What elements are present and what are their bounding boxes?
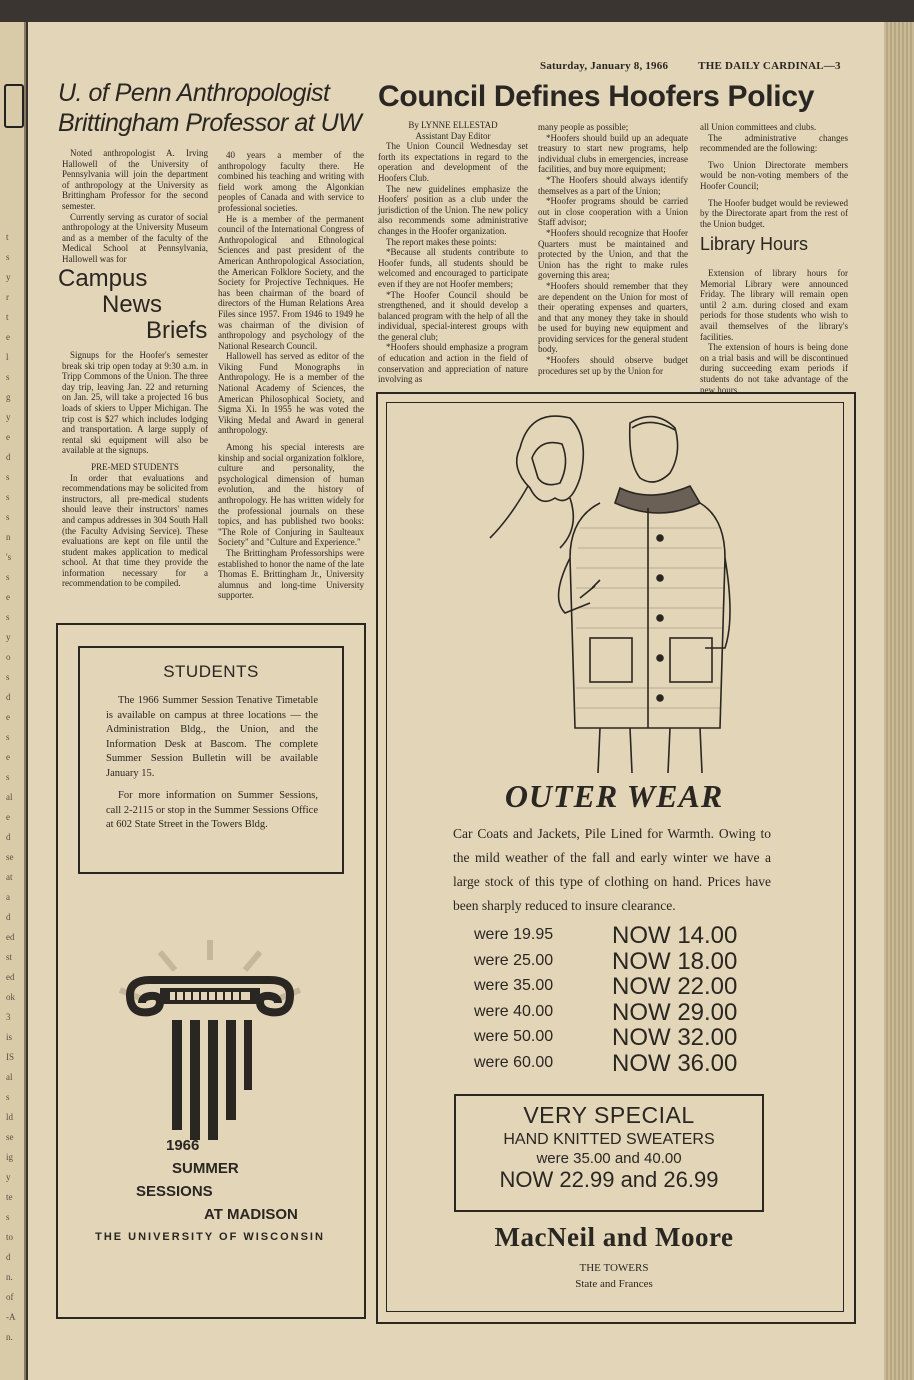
margin-fragment: s (6, 512, 10, 522)
special-item: HAND KNITTED SWEATERS (503, 1131, 715, 1148)
students-para: For more information on Summer Sessions, call 2-2115 or stop in the Summer Sessions Office at 602 State Street in the Towers Bldg. (106, 790, 318, 830)
anthro-para: The Brittingham Professorships were established to honor the name of the late Thomas E. Brittingham Jr., University alumnus and long-time University supporter. (218, 547, 364, 601)
campus-headline-word: News (102, 291, 163, 318)
summer-line: SESSIONS (136, 1183, 213, 1200)
price-now: NOW 22.00 (612, 973, 738, 1000)
outerwear-title: OUTER WEAR (504, 778, 724, 814)
margin-fragment: e (6, 432, 10, 442)
campus-para: In order that evaluations and recommendations may be solicited from instructors, all pre-medical students should leave their instructors' names and campus addresses in 304 South Hall (the Faculty Advising Service). These evaluations are kept on file until the student makes application to medical school. At that time they provide the information necessary for a recommendation to be compiled. (62, 472, 208, 589)
margin-fragment: al (6, 1072, 13, 1082)
council-para: *The Hoofers should always identify themselves as a part of the Union; (538, 174, 688, 196)
margin-fragment: o (6, 652, 11, 662)
campus-headline-word: Campus (58, 265, 148, 292)
store-name: MacNeil and Moore (494, 1222, 734, 1252)
margin-fragment: n. (6, 1332, 13, 1342)
margin-fragment: t (6, 232, 9, 242)
anthro-para: 40 years a member of the anthropology faculty there. He combined his teaching and writing with field work among the Algonkian peoples of Canada and with service to professional societies. (218, 150, 364, 213)
council-para: *Hoofers should build up an adequate treasury to start new programs, help individual clubs in emergencies, increase facilities, and buy more equipment; (538, 132, 688, 175)
anthro-headline: U. of Penn Anthropologist Brittingham Professor at UW (58, 79, 362, 137)
special-was: were 35.00 and 40.00 (536, 1150, 682, 1167)
campus-subhead: PRE-MED STUDENTS (91, 461, 179, 472)
council-para: The Union Council Wednesday set forth its expectations in regard to the operation and development of the Hoofers Club. (378, 141, 528, 183)
margin-fragment: e (6, 752, 10, 762)
margin-fragment: 's (6, 552, 12, 562)
anthro-col1 (62, 148, 208, 265)
page-header (540, 60, 852, 72)
margin-fragment: d (6, 1252, 11, 1262)
price-was: were 35.00 (474, 977, 554, 994)
council-para: *Hoofer programs should be carried out in close cooperation with a Union Staff advisor; (538, 196, 688, 228)
margin-fragment: d (6, 692, 11, 702)
header-paper: THE DAILY CARDINAL—3 (698, 60, 841, 72)
university-name: THE UNIVERSITY OF WISCONSIN (95, 1231, 325, 1243)
margin-fragment: n. (6, 1272, 13, 1282)
summer-sessions-logo-text (60, 1134, 360, 1249)
price-row (474, 973, 774, 999)
store-address: State and Frances (575, 1278, 653, 1290)
margin-fragment: se (6, 852, 14, 862)
man-in-coat-illustration (470, 408, 750, 778)
margin-fragment: d (6, 832, 11, 842)
council-byline: By LYNNE ELLESTAD (408, 120, 498, 130)
campus-news-headline (58, 266, 208, 344)
special-now: NOW 22.99 and 26.99 (499, 1167, 719, 1192)
store-location (376, 1260, 852, 1292)
margin-fragment: y (6, 1172, 11, 1182)
margin-fragment: ig (6, 1152, 14, 1162)
council-col3 (700, 122, 848, 229)
margin-fragment: n (6, 532, 11, 542)
anthro-para: Currently serving as curator of social anthropology at the University Museum and as a member of the faculty of the Medical School at Pennsylvania, Hallowell was for (62, 211, 208, 264)
margin-fragment: 3 (6, 1012, 11, 1022)
anthro-para: Hallowell has served as editor of the Viking Fund Monographs in Anthropology. He is a member of the National Academy of Sciences, the American Philosophical Society, and Sigma Xi. In 1955 he was voted the Viking Medal and Award in general anthropology. (218, 351, 364, 436)
price-row (474, 1024, 774, 1050)
council-para: Two Union Directorate members would be non-voting members of the Hoofer Council; (700, 159, 848, 191)
price-now: NOW 32.00 (612, 1024, 738, 1051)
margin-fragment: to (6, 1232, 14, 1242)
council-para: *Because all students contribute to Hoofer funds, all students should be welcomed and encouraged to participate even if they are not Hoofer members; (378, 247, 528, 289)
margin-fragment: e (6, 592, 10, 602)
margin-fragment: st (6, 952, 13, 962)
margin-fragment: al (6, 792, 13, 802)
margin-fragment: s (6, 772, 10, 782)
price-row (474, 922, 774, 948)
council-para: The administrative changes recommended are the following: (700, 132, 848, 154)
price-now: NOW 29.00 (612, 998, 738, 1026)
margin-fragment: te (6, 1192, 13, 1202)
price-now: NOW 36.00 (612, 1049, 738, 1077)
margin-fragment: t (6, 312, 9, 322)
margin-fragment: IS (6, 1052, 15, 1062)
outerwear-description: Car Coats and Jackets, Pile Lined for Warmth. Owing to the mild weather of the fall and early winter we have a large stock of this type of clothing on hand. Prices have been sharply reduced to insure clearance. (453, 826, 771, 913)
adjacent-page-strip (0, 22, 26, 1380)
council-para: The new guidelines emphasize the Hoofers' position as a club under the jurisdiction of the Union. The new policy also recommends some administrative changes in the Hoofer organization. (378, 183, 528, 236)
margin-fragment: l (6, 352, 9, 362)
campus-headline-word: Briefs (146, 317, 208, 344)
council-para: many people as possible; (538, 122, 629, 132)
council-para: *The Hoofer Council should be strengthened, and it should develop a balanced program with the help of all the individual, special-interest groups with the general club; (378, 289, 528, 342)
council-para: *Hoofers should recognize that Hoofer Quarters must be maintained and protected by the Union, and that the Union has the right to make rules governing this area; (538, 227, 688, 281)
margin-fragment: e (6, 812, 10, 822)
margin-fragment: s (6, 472, 10, 482)
margin-fragment: a (6, 892, 10, 902)
binding-clip (4, 84, 24, 128)
price-was: were 40.00 (474, 1002, 554, 1020)
campus-news-body (62, 350, 208, 589)
price-was: were 25.00 (474, 951, 554, 969)
council-para: *Hoofers should observe budget procedures set up by the Union for (538, 355, 688, 376)
margin-fragment: ed (6, 972, 15, 982)
council-col1 (378, 120, 528, 385)
margin-fragment: s (6, 732, 10, 742)
margin-fragment: e (6, 712, 10, 722)
ionic-column-icon (100, 940, 320, 1140)
council-para: *Hoofers should emphasize a program of education and action in the field of conservation and appreciation of nature involving as (378, 342, 528, 385)
margin-fragment: se (6, 1132, 14, 1142)
margin-fragment: s (6, 672, 10, 682)
special-title: VERY SPECIAL (523, 1102, 695, 1128)
margin-fragment: s (6, 1212, 10, 1222)
library-para: Extension of library hours for Memorial Library were announced Friday. The library will remain open until 2 a.m. during closed and exam periods for those students who wish to avail themselves of the library's facilities. (700, 268, 848, 342)
margin-fragment: ok (6, 992, 15, 1002)
margin-fragment: at (6, 872, 13, 882)
council-para: The Hoofer budget would be reviewed by the Directorate apart from the rest of the Union budget. (700, 197, 848, 229)
margin-fragment: e (6, 332, 10, 342)
council-para: The report makes these points: (386, 236, 497, 247)
anthro-col2 (218, 150, 364, 601)
margin-fragment: g (6, 392, 11, 402)
header-date: Saturday, January 8, 1966 (540, 60, 669, 72)
margin-fragment: of (6, 1292, 14, 1302)
council-col2 (538, 122, 688, 376)
campus-para: Signups for the Hoofer's semester break ski trip open today at 9:30 a.m. in Tripp Commons of the Union. The three day trip, leaving Jan. 22 and returning on Jan. 25, will take a projected 16 bus loads of skiers to Upper Michigan. The trip cost is $27 which includes lodging and transportation. A large supply of rental ski equipment will also be available at the signups. (62, 350, 208, 456)
margin-fragment: d (6, 912, 11, 922)
price-was: were 19.95 (474, 926, 554, 943)
margin-fragment: -A (6, 1312, 16, 1322)
anthro-para: He is a member of the permanent council of the International Congress of Anthropological and Ethnological Sciences and past president of the American Anthropological Association, the American Folklore Society, and the Society for Projective Techniques. He has been chairman of the board of directors of the Human Relations Area Files since 1957. From 1946 to 1949 he was chairman of the division of anthropology and psychology of the National Research Council. (218, 213, 364, 351)
margin-fragment: s (6, 492, 10, 502)
price-row (474, 1050, 774, 1076)
summer-line: AT MADISON (204, 1206, 298, 1223)
margin-fragment: s (6, 612, 10, 622)
price-list (474, 922, 774, 1075)
margin-fragment: y (6, 412, 11, 422)
summer-year: 1966 (166, 1137, 200, 1154)
council-para: *Hoofers should remember that they are dependent on the Union for most of their operating expenses and quarters, and that any money they take in should be used for buying new equipment and providing services for the general student body. (538, 280, 688, 355)
library-para: The extension of hours is being done on a trial basis and will be discontinued during succeeding exam periods if students do not take advantage of the new hours. (700, 342, 848, 395)
margin-fragment: s (6, 372, 10, 382)
margin-fragment: y (6, 272, 11, 282)
store-building: THE TOWERS (579, 1262, 649, 1274)
margin-fragment: ld (6, 1112, 14, 1122)
very-special-box (454, 1094, 764, 1212)
margin-fragment: d (6, 452, 11, 462)
margin-fragment: ed (6, 932, 15, 942)
price-was: were 60.00 (474, 1053, 554, 1071)
library-body (700, 268, 848, 395)
anthro-para: Noted anthropologist A. Irving Hallowell of the University of Pennsylvania will join the department of anthropology at the University as Brittingham Professor for the second semester. (62, 148, 208, 211)
price-row (474, 948, 774, 974)
students-body (106, 694, 318, 841)
students-para: The 1966 Summer Session Tenative Timetable is available on campus at three locations — the Administration Bldg., the Union, and the Information Desk at Bascom. The complete Summer Session Bulletin will be available January 15. (106, 695, 318, 779)
council-para: all Union committees and clubs. (700, 122, 817, 132)
price-now: NOW 18.00 (612, 947, 738, 975)
council-headline: Council Defines Hoofers Policy (378, 80, 815, 113)
margin-fragment: s (6, 572, 10, 582)
price-row (474, 999, 774, 1025)
margin-fragment: r (6, 292, 9, 302)
page-edge-stack (884, 22, 914, 1380)
margin-fragment: s (6, 252, 10, 262)
council-byline-title: Assistant Day Editor (415, 130, 491, 141)
margin-fragment: y (6, 632, 11, 642)
anthro-para: Among his special interests are kinship and social organization folklore, culture and personality, the psychological dimension of human evolution, and the history of anthropology. He has written widely for the professional journals on these topics, and has published two books: "The Role of Conjuring in Saulteaux Society" and "Culture and Experience." (218, 442, 364, 548)
price-was: were 50.00 (474, 1028, 554, 1045)
library-headline: Library Hours (700, 234, 809, 254)
margin-fragment: s (6, 1092, 10, 1102)
students-title: STUDENTS (163, 662, 259, 681)
summer-line: SUMMER (172, 1160, 239, 1177)
margin-fragment: is (6, 1032, 13, 1042)
price-now: NOW 14.00 (612, 922, 738, 949)
